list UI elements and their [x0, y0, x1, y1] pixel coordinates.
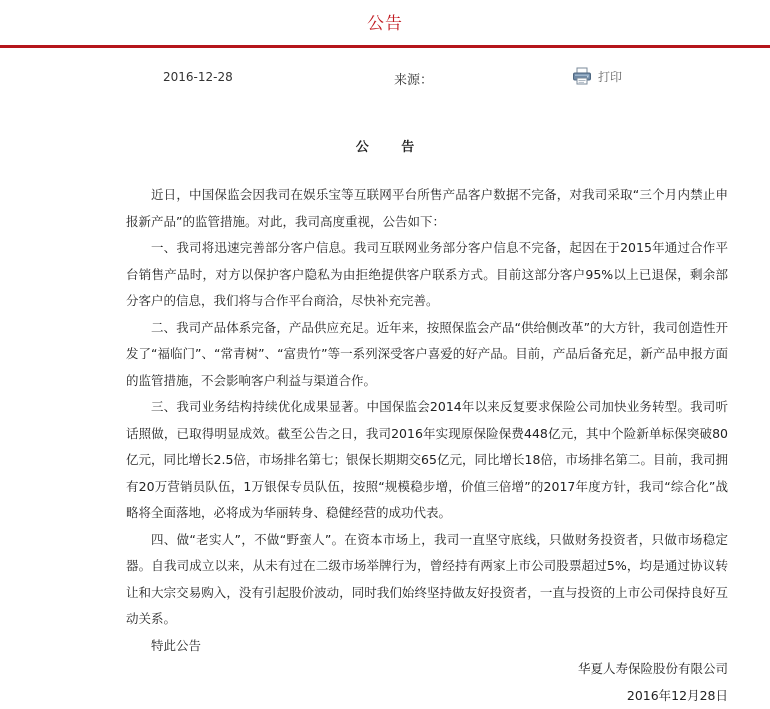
- printer-icon: [572, 67, 592, 85]
- print-button[interactable]: [572, 66, 622, 86]
- paragraph-point-1: 一、我司将迅速完善部分客户信息。我司互联网业务部分客户信息不完备，起因在于2015年通过合作平台销售产品时，对方以保护客户隐私为由拒绝提供客户联系方式。目前这部分客户95%以上已退保，剩余部分客户的信息，我们将与合作平台商洽，尽快补充完善。: [126, 240, 728, 308]
- paragraph-intro: 近日，中国保监会因我司在娱乐宝等互联网平台所售产品客户数据不完备，对我司采取“三个月内禁止申报新产品”的监管措施。对此，我司高度重视，公告如下：: [126, 187, 728, 229]
- page-header: [0, 0, 770, 48]
- paragraph-closing: 特此公告: [151, 637, 202, 653]
- document-body: [126, 182, 728, 659]
- paragraph-point-4: 四、做“老实人”，不做“野蛮人”。在资本市场上，我司一直坚守底线，只做财务投资者，只做市场稳定器。自我司成立以来，从未有过在二级市场举牌行为，曾经持有两家上市公司股票超过5%，均是通过协议转让和大宗交易购入，没有引起股价波动，同时我们始终坚持做友好投资者，一直与投资的上市公司保持良好互动关系。: [126, 531, 728, 626]
- publish-date: 2016-12-28: [163, 70, 233, 84]
- signature-date: 2016年12月28日: [626, 688, 728, 703]
- document-title: 公 告: [355, 140, 429, 155]
- paragraph-point-3: 三、我司业务结构持续优化成果显著。中国保监会2014年以来反复要求保险公司加快业务转型。我司听话照做，已取得明显成效。截至公告之日，我司2016年实现原保险保费448亿元，其中个险新单标保突破80亿元，同比增长2.5倍，市场排名第七；银保长期期交65亿元，同比增长18倍，市场排名第二。目前，我司拥有20万营销员队伍，1万银保专员队伍，按照“规模稳步增，价值三倍增”的2017年度方针，我司“综合化”战略将全面落地，必将成为华丽转身、稳健经营的成功代表。: [126, 399, 728, 520]
- source-label: 来源：: [394, 73, 434, 88]
- page-title: 公告: [367, 14, 403, 34]
- print-label[interactable]: 打印: [598, 69, 623, 84]
- signature-block: [578, 655, 728, 709]
- signature-company: 华夏人寿保险股份有限公司: [577, 661, 728, 676]
- header-divider: [0, 45, 770, 48]
- paragraph-point-2: 二、我司产品体系完备，产品供应充足。近年来，按照保监会产品“供给侧改革”的大方针，我司创造性开发了“福临门”、“常青树”、“富贵竹”等一系列深受客户喜爱的好产品。目前，产品后备充足，新产品申报方面的监管措施，不会影响客户利益与渠道合作。: [126, 319, 728, 388]
